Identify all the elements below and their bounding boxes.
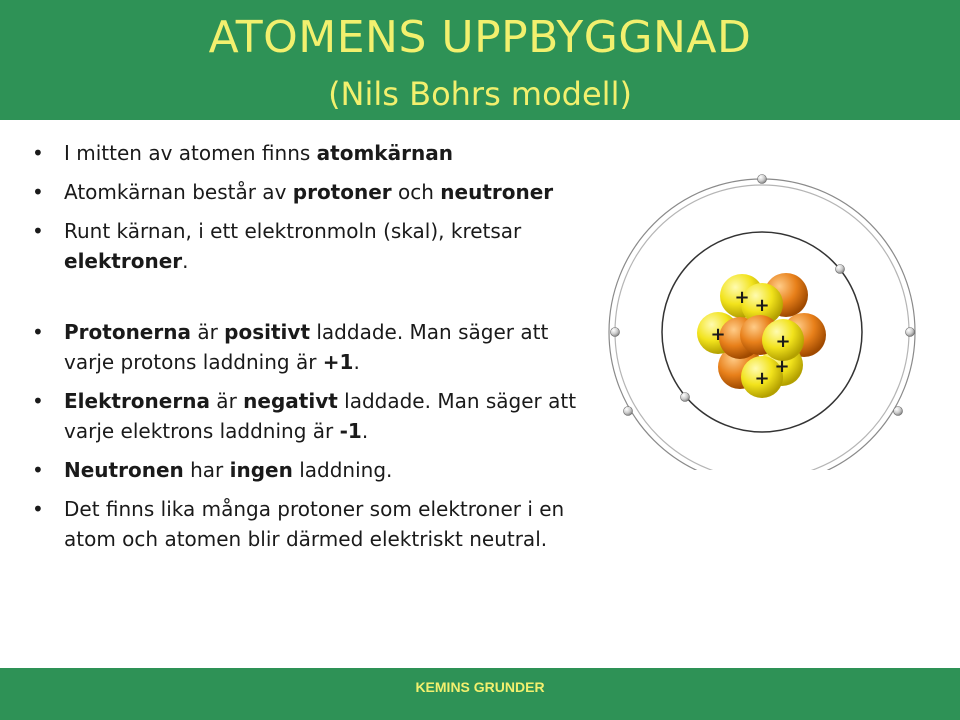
footer-label: KEMINS GRUNDER: [415, 679, 545, 695]
bullet-dot-icon: •: [32, 497, 44, 521]
bullet-bold: negativt: [243, 389, 338, 413]
proton-plus-sign: +: [754, 368, 770, 389]
bullet-text: laddade. Man säger att varje elektrons laddning är: [64, 389, 577, 443]
bullet-text: är: [209, 389, 244, 413]
bullet-bold: neutroner: [440, 180, 554, 204]
electron-icon: [906, 328, 915, 337]
bullet-dot-icon: •: [32, 320, 44, 344]
electron-icon: [681, 393, 690, 402]
bullet-dot-icon: •: [32, 180, 44, 204]
title-banner: [0, 0, 960, 120]
bullet-item: [30, 455, 600, 485]
bullet-text: laddning.: [292, 458, 393, 482]
bullet-text: I mitten av atomen finns: [64, 141, 317, 165]
bullet-text: Runt kärnan, i ett elektronmoln (skal), kretsar: [64, 219, 522, 243]
proton-plus-sign: +: [775, 331, 791, 352]
bullet-text: .: [361, 419, 369, 443]
bullet-bold: Neutronen: [64, 458, 184, 482]
bullet-bold: ingen: [229, 458, 293, 482]
electron-icon: [624, 407, 633, 416]
bullet-text: och: [391, 180, 441, 204]
bullet-dot-icon: •: [32, 389, 44, 413]
bullet-text: laddade. Man säger att varje protons laddning är: [64, 320, 549, 374]
bullet-text: har: [183, 458, 230, 482]
atom-diagram-svg: [600, 165, 930, 470]
bullet-item: [30, 177, 600, 207]
bullet-bold: -1: [339, 419, 362, 443]
proton-plus-sign: +: [734, 287, 750, 308]
bullet-dot-icon: •: [32, 219, 44, 243]
proton-plus-sign: +: [754, 295, 770, 316]
bullet-bold: atomkärnan: [316, 141, 453, 165]
bullet-item: [30, 494, 600, 554]
bullet-bold: Protonerna: [64, 320, 191, 344]
bullet-item: [30, 138, 600, 168]
bullet-bold: positivt: [224, 320, 311, 344]
bullet-text: är: [190, 320, 225, 344]
bullet-list: [30, 138, 600, 563]
footer-bar: [0, 668, 960, 720]
slide-title: ATOMENS UPPBYGGNAD: [208, 12, 752, 63]
bullet-bold: protoner: [292, 180, 392, 204]
proton-plus-sign: +: [710, 324, 726, 345]
bullet-text: Det finns lika många protoner som elektroner i en atom och atomen blir därmed elektriskt neutral.: [64, 497, 565, 551]
bullet-bold: elektroner: [64, 249, 183, 273]
bullet-text: .: [353, 350, 360, 374]
bullet-text: Atomkärnan består av: [64, 180, 293, 204]
bohr-atom-illustration: [600, 165, 930, 470]
bullet-item: [30, 317, 600, 377]
bullet-item: [30, 386, 600, 446]
proton-plus-sign: +: [774, 356, 790, 377]
electron-icon: [894, 407, 903, 416]
bullet-text: .: [182, 249, 189, 273]
slide-subtitle: (Nils Bohrs modell): [328, 75, 632, 113]
nucleus: [697, 273, 826, 398]
bullet-dot-icon: •: [32, 141, 44, 165]
electron-icon: [611, 328, 620, 337]
bullet-dot-icon: •: [32, 458, 44, 482]
electron-icon: [758, 175, 767, 184]
electron-icon: [836, 265, 845, 274]
bullet-bold: Elektronerna: [64, 389, 210, 413]
bullet-bold: +1: [322, 350, 354, 374]
bullet-item: [30, 216, 600, 276]
